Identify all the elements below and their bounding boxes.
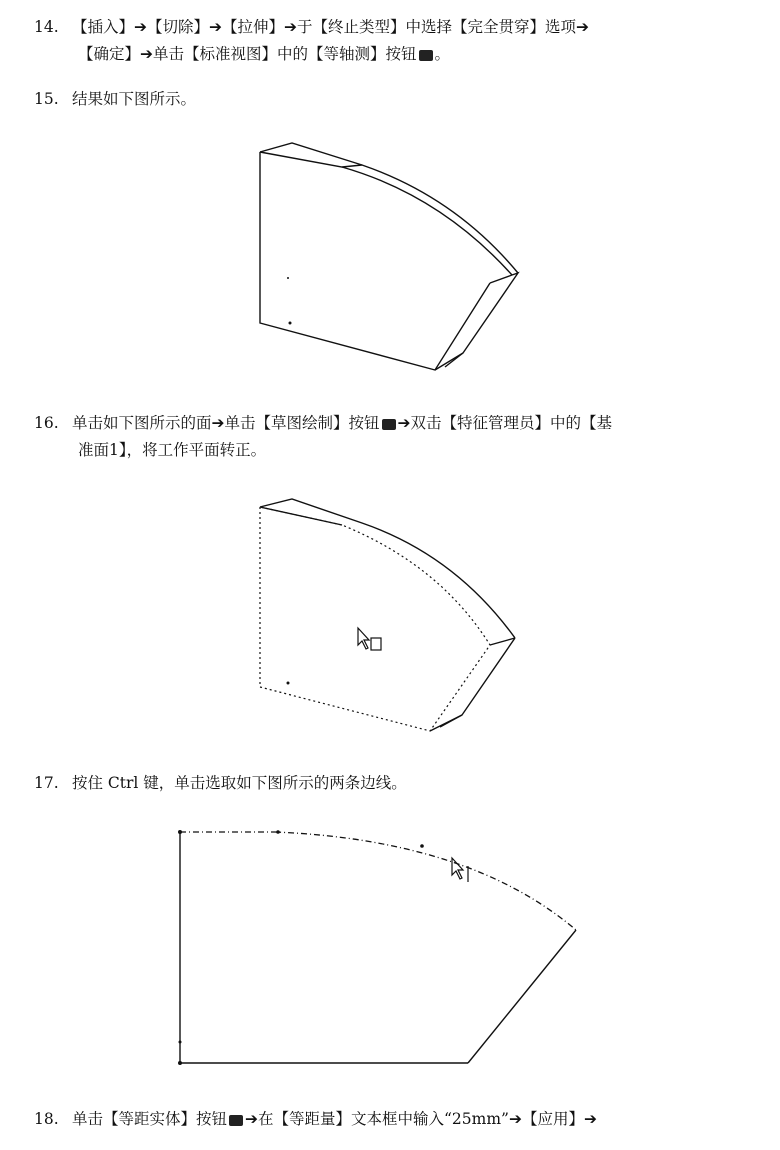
- cursor-arrow-icon: [452, 858, 468, 882]
- step-text-line1b: ➔双击【特征管理员】中的【基: [397, 414, 612, 432]
- step-text-line2: 准面1】，将工作平面转正。: [78, 441, 267, 459]
- step-16: [34, 410, 764, 464]
- step-number: 18.: [34, 1110, 59, 1128]
- step-text-line1: 结果如下图所示。: [72, 90, 197, 108]
- slant-edge: [468, 930, 576, 1063]
- step-17: [34, 770, 764, 797]
- sketch-icon: [382, 419, 396, 430]
- figure-isometric-block: [250, 135, 530, 380]
- step-text-line1a: 单击【等距实体】按钮: [72, 1110, 228, 1128]
- step-18: [34, 1106, 764, 1133]
- step-text-line1a: 单击如下图所示的面➔单击【草图绘制】按钮: [72, 414, 380, 432]
- selected-face-outline: [260, 507, 490, 731]
- step-14: 14. 【插入】➔【切除】➔【拉伸】➔于【终止类型】中选择【完全贯穿】选项➔ 【确定】➔单击【标准视图】中的【等轴测】按钮 。: [34, 14, 764, 68]
- front-face: [260, 152, 490, 370]
- selected-edge-arc: [275, 832, 576, 930]
- step-text-line1b: ➔在【等距量】文本框中输入“25mm”➔【应用】➔: [245, 1110, 597, 1128]
- offset-entities-icon: [229, 1115, 243, 1126]
- step-number: 14.: [34, 18, 59, 36]
- step-number: 15.: [34, 90, 59, 108]
- cursor-arrow-icon: [358, 628, 381, 650]
- step-number: 17.: [34, 774, 59, 792]
- step-text-line1: 按住 Ctrl 键，单击选取如下图所示的两条边线。: [72, 774, 407, 792]
- step-15: [34, 86, 764, 113]
- step-number: 16.: [34, 414, 59, 432]
- step-text-line2: 【确定】➔单击【标准视图】中的【等轴测】按钮: [78, 45, 417, 63]
- step-text-line1: 【插入】➔【切除】➔【拉伸】➔于【终止类型】中选择【完全贯穿】选项➔: [72, 18, 589, 36]
- figure-selected-face: [250, 495, 530, 740]
- figure-sketch-edges: [170, 820, 590, 1080]
- isometric-view-icon: [419, 50, 433, 61]
- top-arc: [260, 152, 512, 275]
